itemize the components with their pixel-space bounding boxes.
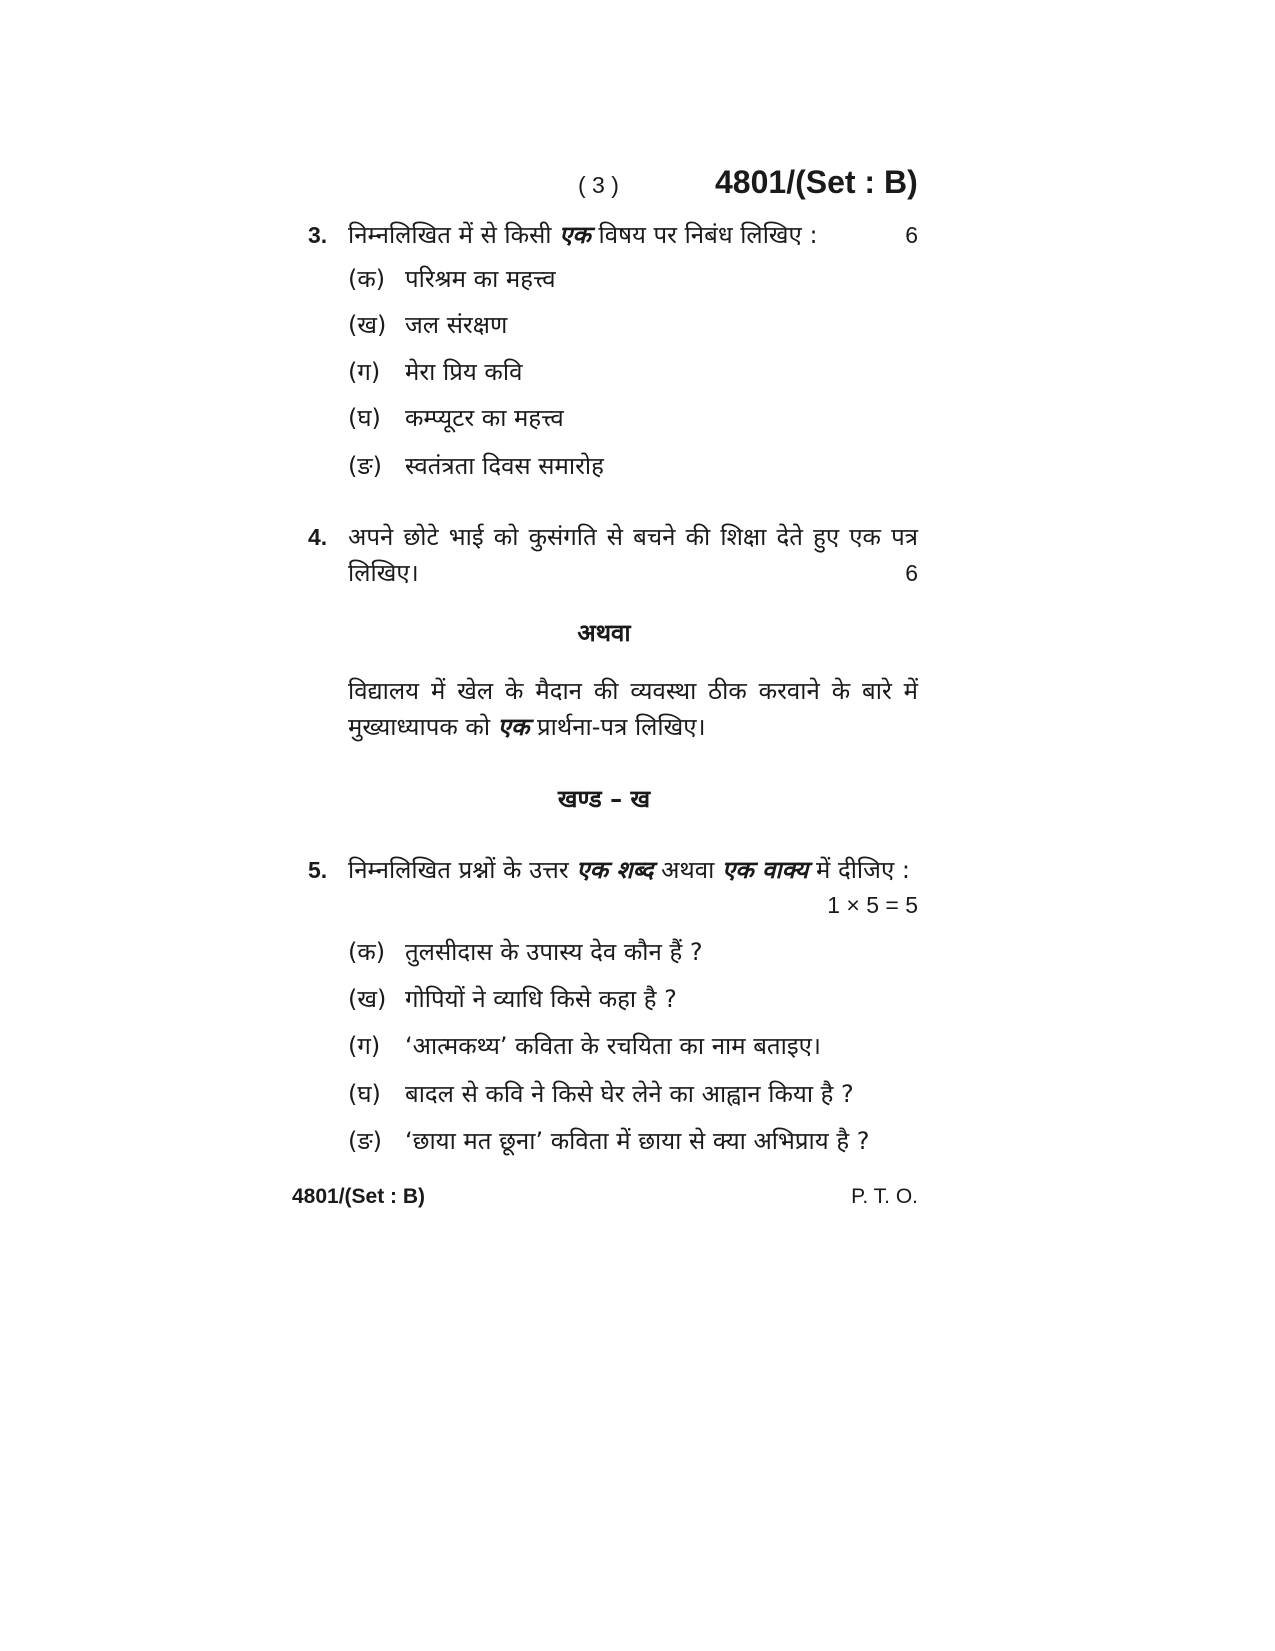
q5-text-part2: अथवा bbox=[661, 856, 715, 884]
q3-text-after: विषय पर निबंध लिखिए : bbox=[598, 221, 818, 249]
q5-option-text: ‘आत्मकथ्य’ कविता के रचयिता का नाम बताइए। bbox=[405, 1032, 821, 1060]
footer-paper-code: 4801/(Set : B) bbox=[292, 1185, 426, 1208]
q5-option-text: ‘छाया मत छूना’ कविता में छाया से क्या अभिप्राय है ? bbox=[405, 1127, 870, 1155]
q3-text-emph: एक bbox=[559, 221, 591, 249]
q3-number: 3. bbox=[308, 222, 328, 248]
q5-number: 5. bbox=[308, 857, 328, 883]
q4-line2: लिखिए। bbox=[348, 559, 419, 587]
q5-option-label: (ख) bbox=[348, 985, 387, 1013]
q4-alt-text-before: मुख्याध्यापक को bbox=[348, 713, 491, 741]
q5-marks: 1 × 5 = 5 bbox=[827, 892, 918, 918]
q5-text-emph1: एक शब्द bbox=[576, 856, 654, 884]
q3-option-text: स्वतंत्रता दिवस समारोह bbox=[405, 452, 604, 480]
q4-alt-line1: विद्यालय में खेल के मैदान की व्यवस्था ठीक करवाने के बारे में bbox=[348, 677, 918, 705]
q3-option-label: (घ) bbox=[348, 404, 381, 432]
q5-option-text: बादल से कवि ने किसे घेर लेने का आह्वान किया है ? bbox=[405, 1080, 854, 1108]
q3-text bbox=[348, 218, 818, 251]
footer-pto: P. T. O. bbox=[851, 1185, 918, 1208]
q3-option-label: (ख) bbox=[348, 311, 387, 339]
q4-alt-line2 bbox=[348, 710, 706, 743]
q3-text-before: निम्नलिखित में से किसी bbox=[348, 221, 552, 249]
q3-option-text: कम्प्यूटर का महत्त्व bbox=[405, 404, 564, 432]
q4-marks: 6 bbox=[905, 560, 918, 586]
q4-number: 4. bbox=[308, 524, 328, 550]
q3-option-text: जल संरक्षण bbox=[405, 311, 508, 339]
q4-alt-text-emph: एक bbox=[497, 713, 530, 741]
q3-option-text: परिश्रम का महत्त्व bbox=[405, 265, 556, 293]
q3-option-text: मेरा प्रिय कवि bbox=[405, 358, 523, 386]
q3-marks: 6 bbox=[905, 222, 918, 248]
q5-option-text: तुलसीदास के उपास्य देव कौन हैं ? bbox=[405, 938, 703, 966]
page-number: ( 3 ) bbox=[578, 172, 619, 198]
q4-alt-text-after: प्रार्थना-पत्र लिखिए। bbox=[537, 713, 706, 741]
q4-line1: अपने छोटे भाई को कुसंगति से बचने की शिक्षा देते हुए एक पत्र bbox=[348, 523, 918, 551]
q5-option-label: (ङ) bbox=[348, 1127, 383, 1155]
q5-text-part3: में दीजिए : bbox=[815, 856, 910, 884]
q5-option-label: (घ) bbox=[348, 1080, 381, 1108]
q5-text-part1: निम्नलिखित प्रश्नों के उत्तर bbox=[348, 856, 569, 884]
q5-text-emph2: एक वाक्य bbox=[721, 856, 809, 884]
section-title: खण्ड – ख bbox=[557, 785, 651, 813]
q3-option-label: (क) bbox=[348, 265, 386, 293]
q3-option-label: (ङ) bbox=[348, 452, 383, 480]
or-label: अथवा bbox=[577, 619, 631, 647]
q5-option-label: (ग) bbox=[348, 1032, 381, 1060]
header-paper-code: 4801/(Set : B) bbox=[715, 164, 918, 200]
q5-option-text: गोपियों ने व्याधि किसे कहा है ? bbox=[405, 985, 677, 1013]
q5-text bbox=[348, 853, 910, 886]
q3-option-label: (ग) bbox=[348, 358, 381, 386]
q5-option-label: (क) bbox=[348, 938, 386, 966]
